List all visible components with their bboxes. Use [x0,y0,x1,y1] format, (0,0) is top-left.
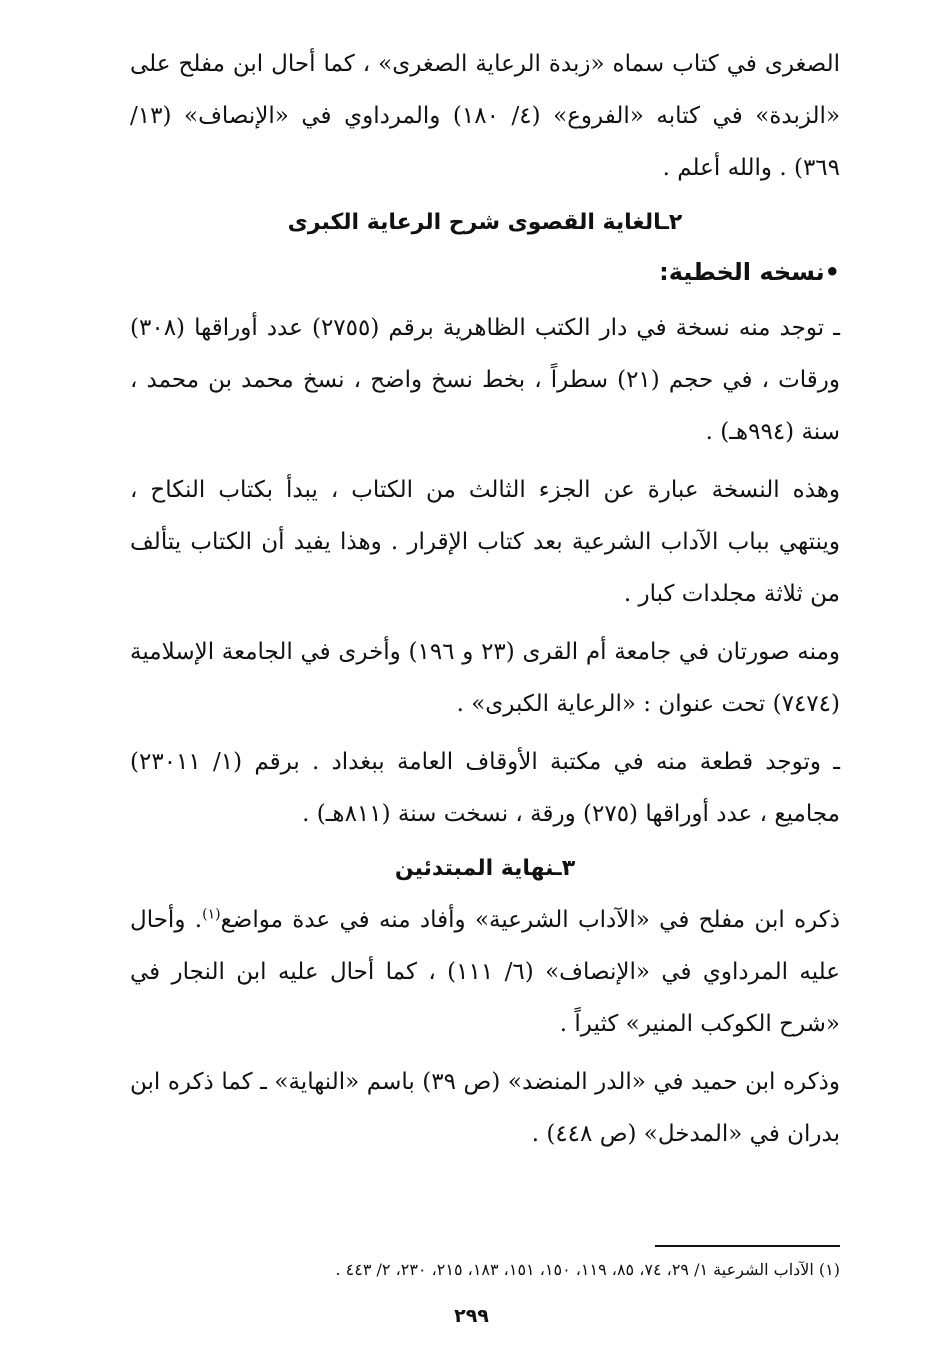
manuscripts-subheading: •نسخه الخطية: [659,258,840,286]
footnote-separator [655,1245,840,1247]
manuscript-1-note-paragraph: وهذه النسخة عبارة عن الجزء الثالث من الكتاب ، يبدأ بكتاب النكاح ، وينتهي بباب الآداب الشرعية بعد كتاب الإقرار . وهذا يفيد أن الكتاب يتألف من ثلاثة مجلدات كبار . [130,477,840,607]
intro-paragraph: الصغرى في كتاب سماه «زبدة الرعاية الصغرى» ، كما أحال ابن مفلح على «الزبدة» في كتابه «الفروع» (٤/ ١٨٠) والمرداوي في «الإنصاف» (١٣/ ٣٦٩) . والله أعلم . [130,51,841,181]
section-3-paragraph-2: وذكره ابن حميد في «الدر المنضد» (ص ٣٩) باسم «النهاية» ـ كما ذكره ابن بدران في «المدخل» (ص ٤٤٨) . [130,1069,840,1147]
footnote-text: (١) الآداب الشرعية ١/ ٢٩، ٧٤، ٨٥، ١١٩، ١٥٠، ١٥١، ١٨٣، ٢١٥، ٢٣٠، ٢/ ٤٤٣ . [335,1260,840,1279]
manuscript-2-paragraph: ـ وتوجد قطعة منه في مكتبة الأوقاف العامة ببغداد . برقم (١/ ٢٣٠١١) مجاميع ، عدد أوراقها (٢٧٥) ورقة ، نسخت سنة (٨١١هـ) . [130,749,840,827]
section-3-paragraph-1 [130,894,840,1050]
manuscript-1-copies-paragraph: ومنه صورتان في جامعة أم القرى (٢٣ و ١٩٦) وأخرى في الجامعة الإسلامية (٧٤٧٤) تحت عنوان : «الرعاية الكبرى» . [130,639,840,717]
section-heading-2: ٢ـالغاية القصوى شرح الرعاية الكبرى [287,210,683,235]
section-heading-3: ٣ـنهاية المبتدئين [394,856,576,881]
manuscript-1-paragraph: ـ توجد منه نسخة في دار الكتب الظاهرية برقم (٢٧٥٥) عدد أوراقها (٣٠٨) ورقات ، في حجم (٢١) سطراً ، بخط نسخ واضح ، نسخ محمد بن محمد ، سنة (٩٩٤هـ) . [130,315,840,445]
footnote-reference-mark[interactable]: (١) [202,906,221,923]
section-3-paragraph-1-end: . وأحال عليه المرداوي في «الإنصاف» (٦/ ١١١) ، كما أحال عليه ابن النجار في «شرح الكوكب المنير» كثيراً . [130,907,841,1037]
page-number: ٢٩٩ [454,1305,489,1327]
page-body [130,38,840,1166]
section-3-paragraph-1-text: ذكره ابن مفلح في «الآداب الشرعية» وأفاد منه في عدة مواضع [220,907,841,933]
